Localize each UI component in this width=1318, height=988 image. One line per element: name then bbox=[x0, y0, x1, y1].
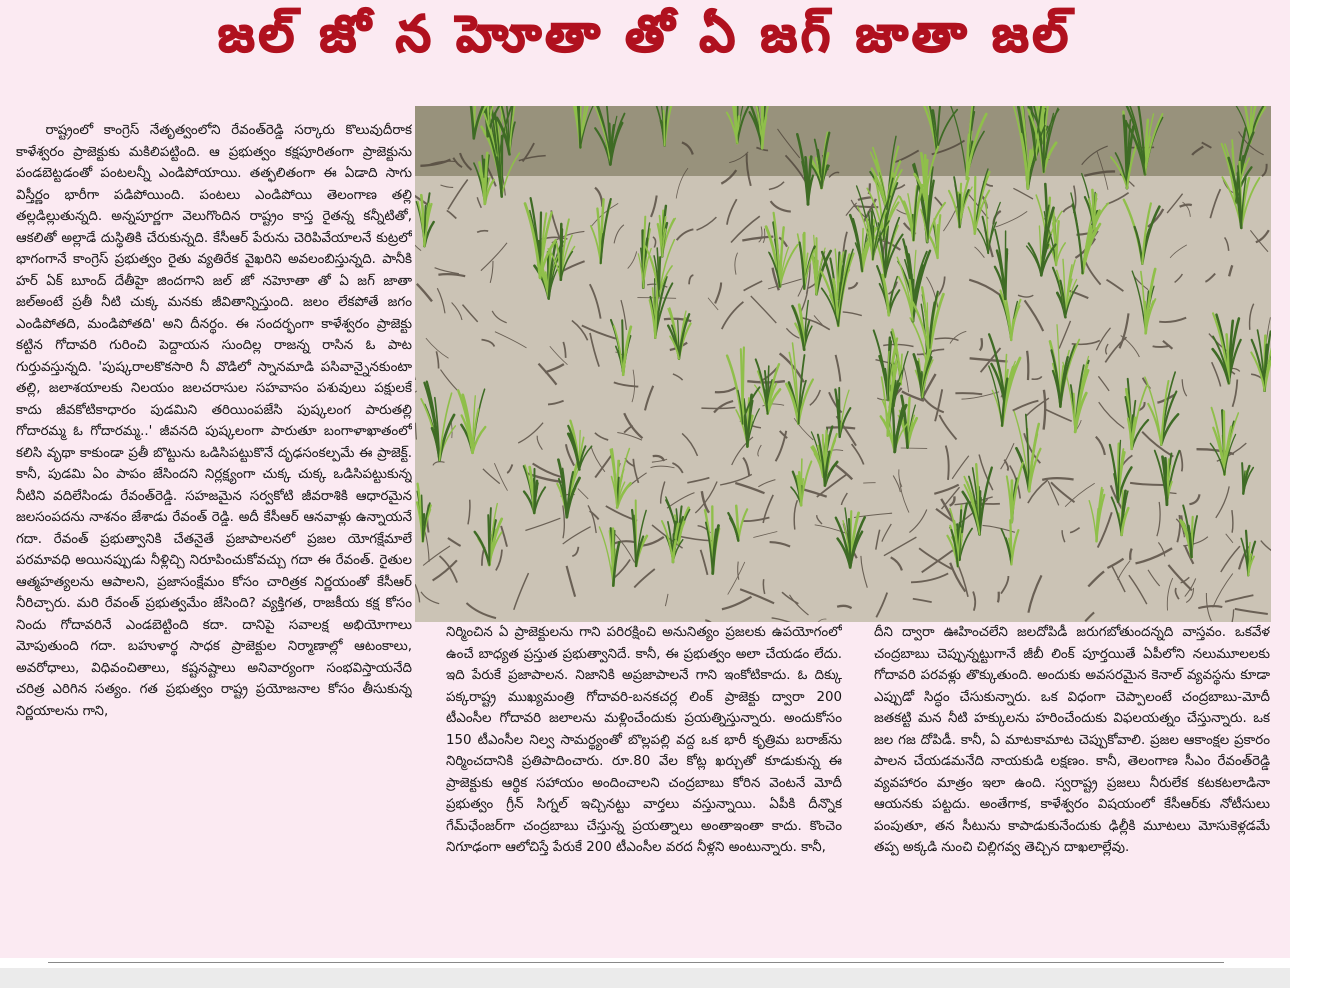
article-headline: జల్ జో న హెూతా తో ఏ జగ్ జాతా జల్ bbox=[218, 4, 1072, 63]
dry-field-image bbox=[415, 106, 1271, 622]
bottom-band bbox=[0, 968, 1290, 988]
article-photo bbox=[415, 106, 1271, 622]
article-column-1: రాష్ట్రంలో కాంగ్రెస్ నేతృత్వంలోని రేవంత్‌రెడ్డి సర్కారు కొలువుదీరాక కాళేశ్వరం ప్రాజెక్టుకు మకిలిపట్టింది. ఆ ప్రభుత్వం కక్షపూరితంగా ప్రాజెక్టును పండబెట్టడంతో పంటలన్నీ ఎండిపోయాయి. తత్ఫలితంగా ఈ ఏడాది సాగు విస్తీర్ణం భారీగా పడిపోయింది. పంటలు ఎండిపోయి తెలంగాణ తల్లి తల్లడిల్లుతున్నది. అన్నపూర్ణగా వెలుగొందిన రాష్ట్రం కాస్త రైతన్న కన్నీటితో, ఆకలితో అల్లాడే దుస్థితికి చేరుకున్నది. కేసీఆర్ పేరును చెరిపివేయాలనే కుట్రలో భాగంగానే కాంగ్రెస్ ప్రభుత్వం రైతు వ్యతిరేక వైఖరిని అవలంబిస్తున్నది. పానీకి హర్ ఏక్ బూంద్ దేతీహై జిందగాని జల్ జో నహెూతా తో ఏ జగ్ జాతా జల్‌అంటే ప్రతీ నీటి చుక్క మనకు జీవితాన్నిస్తుంది. జలం లేకపోతే జగం ఎండిపోతది, మండిపోతది' అని దీనర్థం. ఈ సందర్భంగా కాళేశ్వరం ప్రాజెక్టు కట్టిన గోదావరి గురించి పెద్దాయన సుందిల్ల రాజన్న రాసిన ఓ పాట గుర్తువస్తున్నది. 'పుష్కరాలకొకసారి నీ వొడిలో స్నానమాడి పసివాన్నైనకుంటా తల్లి, జలాశయాలకు నిలయం జలచరాసుల సహవాసం పశువులు పక్షులకే కాదు జీవకోటికాధారం పుడమిని తరియింపజేసి పుష్కలంగ పారుతల్లి గోదారమ్మ ఓ గోదారమ్మ..' జీవనది పుష్కలంగా పారుతూ బంగాళాఖాతంలో కలిసి వృథా కాకుండా ప్రతీ బొట్టును ఒడిసిపట్టుకొనే దృఢసంకల్పమే ఈ ప్రాజెక్ట్. కానీ, పుడమి ఏం పాపం జేసిందని నిర్లక్ష్యంగా చుక్క చుక్క ఒడిసిపట్టుకున్న నీటిని వదిలేసిండు రేవంత్‌రెడ్డి. సహజమైన సర్వకోటి జీవరాశికి ఆధారమైన జలసంపదను నాశనం జేశాడు రేవంత్ రెడ్డి. అదీ కేసీఆర్ ఆనవాళ్లు ఉన్నాయనే గదా. రేవంత్ ప్రభుత్వానికి చేతనైతే ప్రజాపాలనలో ప్రజల యోగక్షేమాలే పరమావధి అయినప్పుడు నీళ్లిచ్చి నిరూపించుకోవచ్చు గదా ఈ రేవంత్. రైతుల ఆత్మహత్యలను ఆపాలని, ప్రజాసంక్షేమం కోసం చారిత్రక నిర్ణయంతో కేసీఆర్ నీరిచ్చారు. మరి రేవంత్ ప్రభుత్వమేం జేసింది? వ్యక్తిగత, రాజకీయ కక్ష కోసం నిందు గోదావరినే ఎండబెట్టింది కదా. దానిపై సవాలక్ష అభియోగాలు మోపుతుంది గదా. బహుళార్థ సాధక ప్రాజెక్టుల నిర్మాణాల్లో ఆటంకాలు, అవరోధాలు, విధివంచితాలు, కష్టనష్టాలు అనివార్యంగా సంభవిస్తాయనేది చరిత్ర ఎరిగిన సత్యం. గత ప్రభుత్వం రాష్ట్ర ప్రయోజనాల కోసం తీసుకున్న నిర్ణయాలను గాని, bbox=[16, 123, 412, 719]
article-column-2: నిర్మించిన ఏ ప్రాజెక్టులను గాని పరిరక్షించి అనునిత్యం ప్రజలకు ఉపయోగంలో ఉంచే బాధ్యత ప్రస్తుత ప్రభుత్వానిదే. కానీ, ఈ ప్రభుత్వం అలా చేయడం లేదు. ఇది పేరుకే ప్రజాపాలన. నిజానికి అప్రజాపాలనే గాని ఇంకోటికాదు. ఓ దిక్కు పక్కరాష్ట్ర ముఖ్యమంత్రి గోదావరి-బనకచర్ల లింక్ ప్రాజెక్టు ద్వారా 200 టీఎంసీల గోదావరి జలాలను మళ్లించేందుకు ప్రయత్నిస్తున్నారు. అందుకోసం 150 టీఎంసీల నిల్వ సామర్థ్యంతో బొల్లపల్లి వద్ద ఒక భారీ కృత్రిమ బరాజ్‌ను నిర్మించదానికి ప్రతిపాదించారు. రూ.80 వేల కోట్ల ఖర్చుతో కూడుకున్న ఈ ప్రాజెక్టుకు ఆర్థిక సహాయం అందించాలని చంద్రబాబు కోరిన వెంటనే మోదీ ప్రభుత్వం గ్రీన్ సిగ్నల్ ఇచ్చినట్టు వార్తలు వస్తున్నాయి. ఏపీకి దీన్నొక గేమ్‌ఛేంజర్‌గా చంద్రబాబు చేస్తున్న ప్రయత్నాలు అంతాఇంతా కాదు. కొంచెం నిగూఢంగా ఆలోచిస్తే పేరుకే 200 టీఎంసీల వరద నీళ్లని అంటున్నారు. కానీ, bbox=[446, 625, 842, 855]
article-column-3: దీని ద్వారా ఊహించలేని జలదోపిడీ జరుగబోతుందన్నది వాస్తవం. ఒకవేళ చంద్రబాబు చెప్పున్నట్టుగానే జీబీ లింక్ పూర్తయితే ఏపీలోని నలుమూలలకు గోదావరి పరవళ్లు తొక్కుతుంది. అందుకు అవసరమైన కెనాల్ వ్యవస్థను కూడా ఎప్పుడో సిద్ధం చేసుకున్నారు. ఒక విధంగా చెప్పాలంటే చంద్రబాబు-మోదీ జతకట్టి మన నీటి హక్కులను హరించేందుకు విఫలయత్నం చేస్తున్నారు. ఒక జల గజ దోపిడీ. కానీ, ఏ మాటకామాట చెప్పుకోవాలి. ప్రజల ఆకాంక్షల ప్రకారం పాలన చేయడమనేది నాయకుడి లక్షణం. కానీ, తెలంగాణ సీఎం రేవంత్‌రెడ్డి వ్యవహారం మాత్రం ఇలా ఉంది. స్వరాష్ట్ర ప్రజలు నీరులేక కటకటలాడినా ఆయనకు పట్టదు. అంతేగాక, కాళేశ్వరం విషయంలో కేసీఆర్‌కు నోటీసులు పంపుతూ, తన సీటును కాపాడుకునేందుకు ఢిల్లీకి మూటలు మోసుకెళ్లడమే తప్ప అక్కడి నుంచి చిల్లిగవ్వ తెచ్చిన దాఖలాల్లేవు. bbox=[874, 625, 1270, 855]
footer-rule bbox=[48, 962, 1224, 963]
